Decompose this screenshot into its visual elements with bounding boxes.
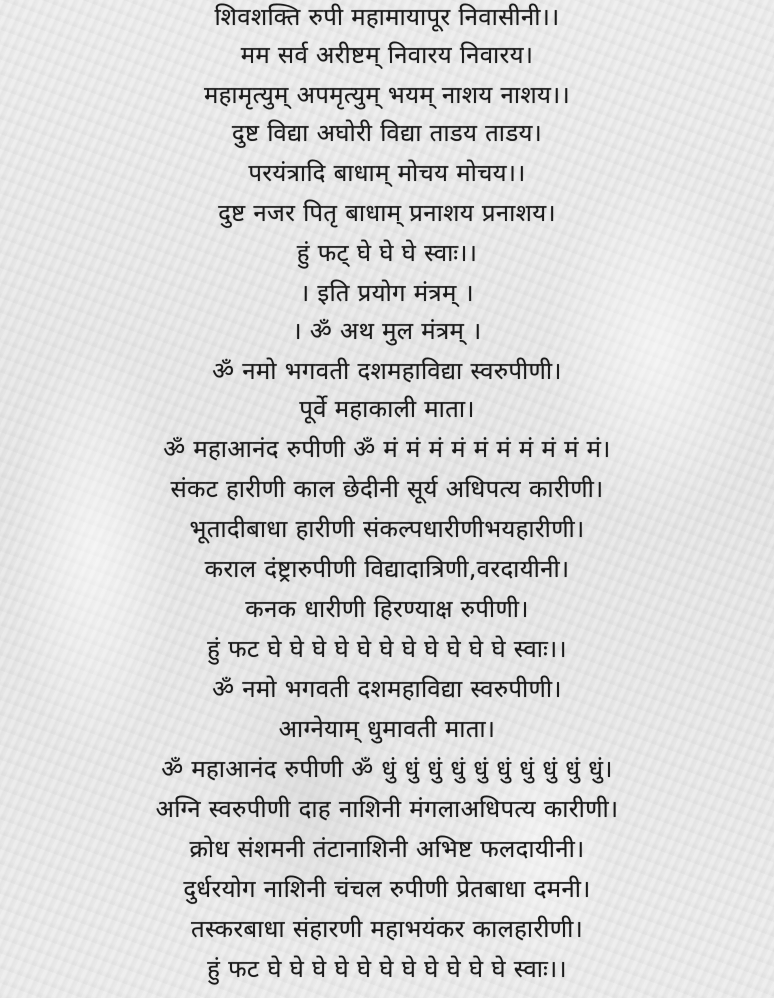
mantra-line: परयंत्रादि बाधाम् मोचय मोचय।। — [248, 159, 526, 187]
mantra-line: हुं फट घे घे घे घे घे घे घे घे घे घे घे स्वाः।। — [207, 635, 567, 663]
mantra-line: ॐ नमो भगवती दशमहाविद्या स्वरुपीणी। — [212, 675, 562, 703]
mantra-line: संकट हारीणी काल छेदीनी सूर्य अधिपत्य कारीणी। — [170, 475, 604, 503]
mantra-line: । इति प्रयोग मंत्रम् । — [300, 279, 474, 307]
mantra-line: दुष्ट विद्या अघोरी विद्या ताडय ताडय। — [231, 119, 543, 147]
mantra-line: ॐ महाआनंद रुपीणी ॐ मं मं मं मं मं मं मं मं मं मं। — [163, 435, 611, 463]
mantra-line: क्रोध संशमनी तंटानाशिनी अभिष्ट फलदायीनी। — [189, 835, 585, 863]
mantra-line: हुं फट् घे घे घे स्वाः।। — [296, 239, 478, 267]
mantra-line: मम सर्व अरीष्टम् निवारय निवारय। — [240, 41, 534, 69]
mantra-line: दुर्धरयोग नाशिनी चंचल रुपीणी प्रेतबाधा दमनी। — [183, 875, 591, 903]
mantra-line: पूर्वे महाकाली माता। — [299, 395, 475, 423]
mantra-line: शिवशक्ति रुपी महामायापूर निवासीनी।। — [214, 3, 560, 31]
mantra-line: ॐ महाआनंद रुपीणी ॐ धुं धुं धुं धुं धुं धुं धुं धुं धुं धुं। — [161, 755, 613, 783]
mantra-line: तस्करबाधा संहारणी महाभयंकर कालहारीणी। — [190, 915, 584, 943]
mantra-line: आग्नेयाम् धुमावती माता। — [278, 715, 496, 743]
mantra-line: हुं फट घे घे घे घे घे घे घे घे घे घे घे स्वाः।। — [207, 955, 567, 983]
mantra-line: महामृत्युम् अपमृत्युम् भयम् नाशय नाशय।। — [204, 81, 570, 109]
mantra-line: भूतादीबाधा हारीणी संकल्पधारीणीभयहारीणी। — [189, 515, 585, 543]
mantra-line: अग्नि स्वरुपीणी दाह नाशिनी मंगलाअधिपत्य कारीणी। — [155, 795, 619, 823]
mantra-line: ॐ नमो भगवती दशमहाविद्या स्वरुपीणी। — [212, 357, 562, 385]
mantra-line: कराल दंष्ट्रारुपीणी विद्यादात्रिणी,वरदायीनी। — [204, 555, 570, 583]
mantra-line: दुष्ट नजर पितृ बाधाम् प्रनाशय प्रनाशय। — [218, 199, 556, 227]
mantra-line: । ॐ अथ मुल मंत्रम् । — [292, 317, 482, 345]
mantra-line: कनक धारीणी हिरण्याक्ष रुपीणी। — [245, 595, 529, 623]
